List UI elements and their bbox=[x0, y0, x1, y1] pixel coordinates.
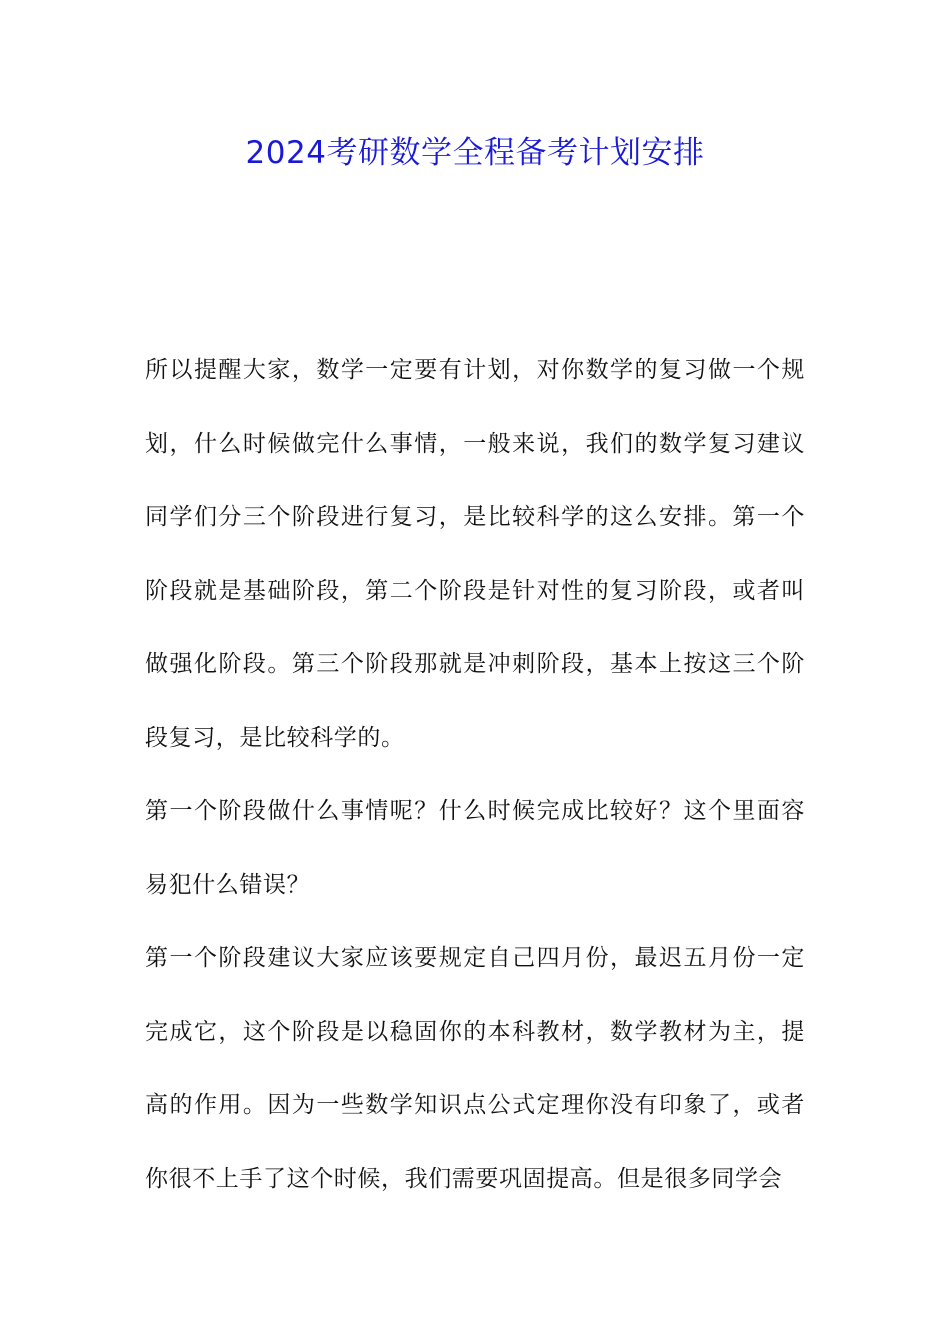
document-body bbox=[145, 334, 805, 1216]
document-title: 2024考研数学全程备考计划安排 bbox=[245, 135, 705, 171]
paragraph: 第一个阶段建议大家应该要规定自己四月份，最迟五月份一定完成它，这个阶段是以稳固你的本科教材，数学教材为主，提高的作用。因为一些数学知识点公式定理你没有印象了，或者你很不上手了这个时候，我们需要巩固提高。但是很多同学会 bbox=[145, 945, 805, 1192]
paragraph: 第一个阶段做什么事情呢？什么时候完成比较好？这个里面容易犯什么错误？ bbox=[145, 798, 805, 898]
paragraph: 所以提醒大家，数学一定要有计划，对你数学的复习做一个规划，什么时候做完什么事情，一般来说，我们的数学复习建议同学们分三个阶段进行复习，是比较科学的这么安排。第一个阶段就是基础阶段，第二个阶段是针对性的复习阶段，或者叫做强化阶段。第三个阶段那就是冲刺阶段，基本上按这三个阶段复习，是比较科学的。 bbox=[145, 357, 805, 751]
